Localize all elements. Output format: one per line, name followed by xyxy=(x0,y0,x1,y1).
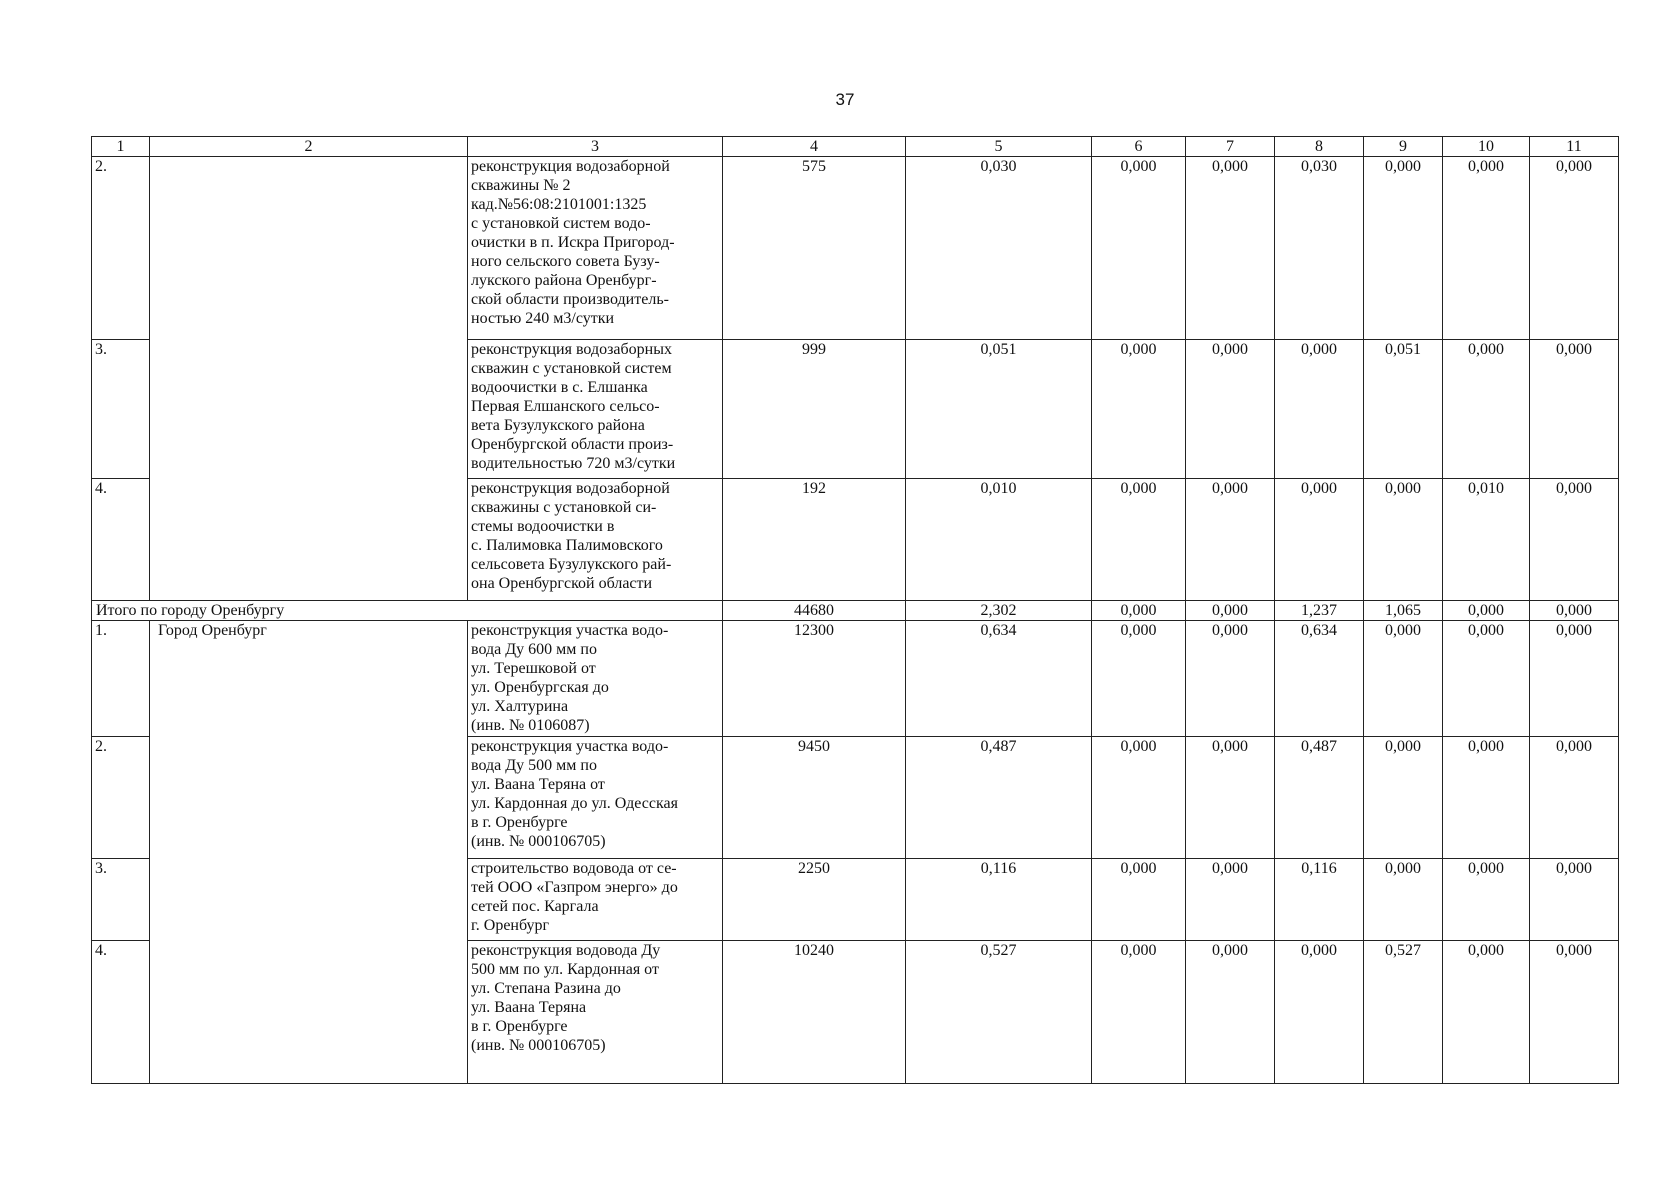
project-description: реконструкция участка водо- вода Ду 500 мм по ул. Ваана Теряна от ул. Кардонная до ул. Одесская в г. Оренбурге (инв. № 000106705) xyxy=(468,737,723,859)
value-cell: 0,000 xyxy=(1186,621,1275,737)
column-number: 6 xyxy=(1092,137,1186,157)
value-cell: 0,000 xyxy=(1186,340,1275,479)
row-index: 4. xyxy=(92,479,150,601)
total-label: Итого по городу Оренбургу xyxy=(92,601,723,621)
row-index: 1. xyxy=(92,621,150,737)
total-value: 44680 xyxy=(723,601,906,621)
page-number: 37 xyxy=(835,90,855,109)
value-cell: 0,000 xyxy=(1443,859,1530,941)
column-number: 3 xyxy=(468,137,723,157)
project-description: строительство водовода от се- тей ООО «Газпром энерго» до сетей пос. Каргала г. Оренбург xyxy=(468,859,723,941)
value-cell: 0,000 xyxy=(1092,941,1186,1084)
value-cell: 0,000 xyxy=(1186,479,1275,601)
value-cell: 0,000 xyxy=(1530,941,1619,1084)
value-cell: 0,000 xyxy=(1092,737,1186,859)
value-cell: 0,000 xyxy=(1530,340,1619,479)
value-cell: 0,634 xyxy=(906,621,1092,737)
column-number: 10 xyxy=(1443,137,1530,157)
project-description: реконструкция участка водо- вода Ду 600 мм по ул. Терешковой от ул. Оренбургская до ул. Халтурина (инв. № 0106087) xyxy=(468,621,723,737)
value-cell: 2250 xyxy=(723,859,906,941)
value-cell: 192 xyxy=(723,479,906,601)
value-cell: 0,000 xyxy=(1186,859,1275,941)
value-cell: 0,527 xyxy=(1364,941,1443,1084)
total-value: 1,065 xyxy=(1364,601,1443,621)
value-cell: 0,000 xyxy=(1530,621,1619,737)
value-cell: 0,000 xyxy=(1443,157,1530,340)
value-cell: 0,000 xyxy=(1530,479,1619,601)
total-value: 0,000 xyxy=(1443,601,1530,621)
value-cell: 0,030 xyxy=(1275,157,1364,340)
value-cell: 0,051 xyxy=(906,340,1092,479)
column-number: 9 xyxy=(1364,137,1443,157)
value-cell: 0,000 xyxy=(1186,157,1275,340)
row-index: 3. xyxy=(92,859,150,941)
value-cell: 0,000 xyxy=(1364,737,1443,859)
value-cell: 0,000 xyxy=(1443,737,1530,859)
value-cell: 0,000 xyxy=(1275,340,1364,479)
value-cell: 0,000 xyxy=(1364,621,1443,737)
value-cell: 0,000 xyxy=(1443,621,1530,737)
value-cell: 0,000 xyxy=(1275,479,1364,601)
total-value: 0,000 xyxy=(1186,601,1275,621)
row-index: 2. xyxy=(92,157,150,340)
value-cell: 0,000 xyxy=(1275,941,1364,1084)
total-value: 2,302 xyxy=(906,601,1092,621)
project-description: реконструкция водозаборной скважины с установкой си- стемы водоочистки в с. Палимовка Палимовского сельсовета Бузулукского рай- она Оренбургской области xyxy=(468,479,723,601)
column-number: 8 xyxy=(1275,137,1364,157)
value-cell: 0,000 xyxy=(1530,157,1619,340)
value-cell: 0,000 xyxy=(1092,859,1186,941)
column-number: 11 xyxy=(1530,137,1619,157)
value-cell: 0,010 xyxy=(1443,479,1530,601)
value-cell: 0,000 xyxy=(1443,941,1530,1084)
value-cell: 0,487 xyxy=(906,737,1092,859)
value-cell: 0,634 xyxy=(1275,621,1364,737)
value-cell: 999 xyxy=(723,340,906,479)
locality-name: Город Оренбург xyxy=(150,621,468,1084)
project-description: реконструкция водозаборной скважины № 2 кад.№56:08:2101001:1325 с установкой систем водо- очистки в п. Искра Пригород- ного сельского совета Бузу- лукского района Оренбург- ской области производитель- ностью 240 м3/сутки xyxy=(468,157,723,340)
value-cell: 0,527 xyxy=(906,941,1092,1084)
locality-cell xyxy=(150,157,468,601)
value-cell: 12300 xyxy=(723,621,906,737)
value-cell: 0,030 xyxy=(906,157,1092,340)
column-number: 7 xyxy=(1186,137,1275,157)
value-cell: 575 xyxy=(723,157,906,340)
project-description: реконструкция водозаборных скважин с установкой систем водоочистки в с. Елшанка Первая Елшанского сельсо- вета Бузулукского района Оренбургской области произ- водительностью 720 м3/сутки xyxy=(468,340,723,479)
value-cell: 0,000 xyxy=(1364,157,1443,340)
project-description: реконструкция водовода Ду 500 мм по ул. Кардонная от ул. Степана Разина до ул. Ваана Теряна в г. Оренбурге (инв. № 000106705) xyxy=(468,941,723,1084)
total-value: 0,000 xyxy=(1530,601,1619,621)
table-row xyxy=(92,621,1619,737)
value-cell: 0,000 xyxy=(1092,621,1186,737)
column-number: 2 xyxy=(150,137,468,157)
value-cell: 0,000 xyxy=(1186,737,1275,859)
value-cell: 10240 xyxy=(723,941,906,1084)
value-cell: 0,116 xyxy=(1275,859,1364,941)
total-value: 0,000 xyxy=(1092,601,1186,621)
value-cell: 0,000 xyxy=(1530,859,1619,941)
value-cell: 0,000 xyxy=(1364,859,1443,941)
row-index: 4. xyxy=(92,941,150,1084)
header-row xyxy=(92,137,1619,157)
table-row xyxy=(92,157,1619,340)
column-number: 4 xyxy=(723,137,906,157)
total-row xyxy=(92,601,1619,621)
value-cell: 0,000 xyxy=(1186,941,1275,1084)
value-cell: 0,000 xyxy=(1530,737,1619,859)
column-number: 1 xyxy=(92,137,150,157)
column-number: 5 xyxy=(906,137,1092,157)
value-cell: 0,000 xyxy=(1092,479,1186,601)
value-cell: 0,010 xyxy=(906,479,1092,601)
value-cell: 9450 xyxy=(723,737,906,859)
value-cell: 0,000 xyxy=(1092,157,1186,340)
value-cell: 0,116 xyxy=(906,859,1092,941)
row-index: 3. xyxy=(92,340,150,479)
total-value: 1,237 xyxy=(1275,601,1364,621)
investment-table xyxy=(91,136,1619,1084)
value-cell: 0,000 xyxy=(1364,479,1443,601)
value-cell: 0,487 xyxy=(1275,737,1364,859)
value-cell: 0,000 xyxy=(1092,340,1186,479)
value-cell: 0,000 xyxy=(1443,340,1530,479)
row-index: 2. xyxy=(92,737,150,859)
value-cell: 0,051 xyxy=(1364,340,1443,479)
